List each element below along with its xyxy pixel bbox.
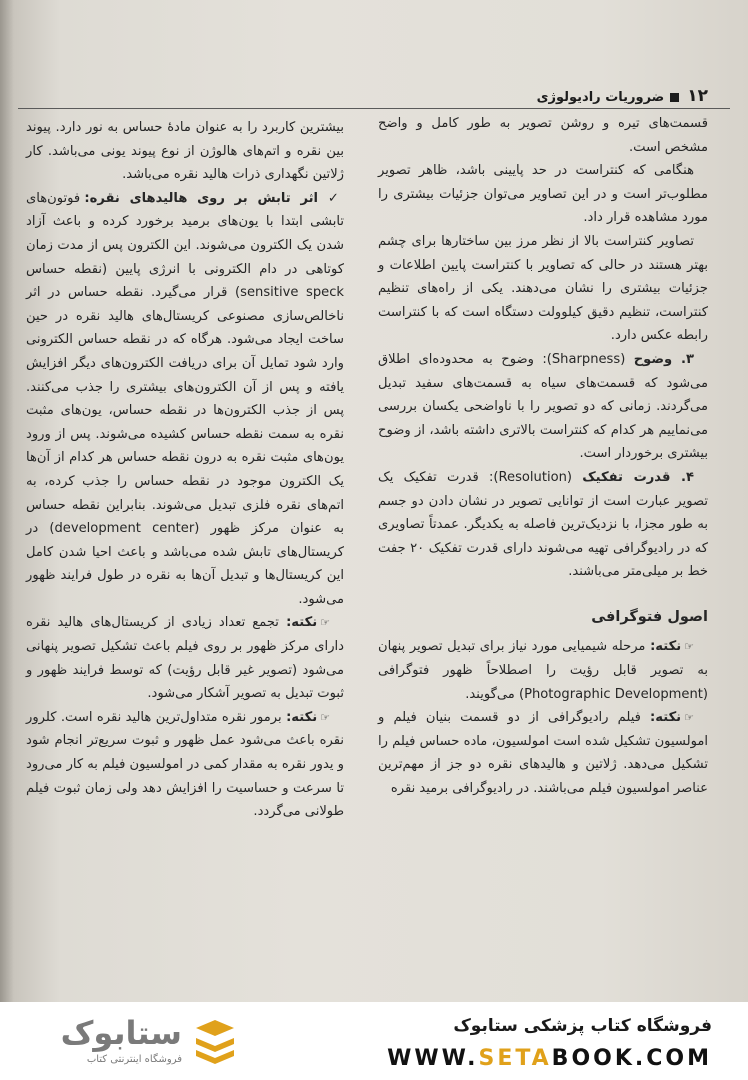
shop-url-link[interactable]	[387, 1046, 712, 1071]
chapter-title: ضروریات رادیولوژی	[536, 90, 665, 105]
left-column	[26, 116, 344, 824]
note	[26, 611, 344, 705]
book-stack-icon	[192, 1018, 238, 1066]
term: (Sharpness)	[546, 351, 626, 367]
subsection-label: ✓ اثر تابش بر روی هالیدهای نقره:	[84, 190, 344, 206]
page-header	[537, 86, 708, 106]
note-label: نکته:	[650, 639, 682, 655]
right-column	[378, 112, 708, 801]
note-text: برمور نقره متداول‌ترین هالید نقره است. کلرور نقره باعث می‌شود عمل ظهور و ثبوت سریع‌تر انجام شود و یدور نقره به مقدار کمی در امولسیون فیلم به کار می‌رود تا سرعت و حساسیت را افزایش دهد ولی زمان ثبوت فیلم طولانی می‌گردد.	[26, 709, 344, 820]
url-prefix: WWW.	[387, 1046, 479, 1071]
subsection-text: فوتون‌های تابشی ابتدا با یون‌های برمید برخورد کرده و باعث آزاد شدن یک الکترون می‌شوند. این الکترون پس از مدت زمان کوتاهی در دام الکترونی با انرژی پایین (نقطه حساس sensitive speck) قرار می‌گیرد. نقطه حساس در اثر ناخالص‌سازی مصنوعی کریستال‌های هالید نقره در حین ساخت ایجاد می‌شود. هرگاه که در نقطه حساس الکترونی وارد شود تمایل آن برای دریافت الکترون‌های دیگر افزایش یافته و پس از آن الکترون‌های بیشتری را جذب می‌کنند. پس از جذب الکترون‌ها در نقطه حساس، یون‌های مثبت نقره به سمت نقطه حساس کشیده می‌شوند. پس از ورود یون‌های مثبت نقره به درون نقطه حساس هر کدام از آن‌ها یک الکترون موجود در نقطه حساس را جذب کرده، به اتم‌های نقره فلزی تبدیل می‌شوند. بنابراین نقطه حساس به عنوان مرکز ظهور (development center) در کریستال‌های تابش شده می‌باشد و باعث احیا شدن کامل این کریستال‌ها و تبدیل آن‌ها به نقره در طول فرایند ظهور می‌شود.	[26, 190, 344, 607]
note-label: نکته:	[286, 709, 318, 725]
term: (Resolution)	[493, 469, 573, 485]
note-icon: ☞	[684, 640, 694, 654]
item-label: ۳. وضوح	[633, 351, 694, 367]
paragraph: هنگامی که کنتراست در حد پایینی باشد، ظاهر تصویر مطلوب‌تر است و در این تصاویر می‌توان جزئیات بیشتری را مورد مشاهده قرار داد.	[378, 163, 708, 226]
paragraph	[26, 187, 344, 612]
note-text: مرحله شیمیایی مورد نیاز برای تبدیل تصویر پنهان به تصویر قابل رؤیت را اصطلاحاً ظهور فتوگرافی (Photographic Development) می‌گویند.	[378, 639, 708, 702]
paragraph	[378, 348, 708, 466]
shop-title: فروشگاه کتاب پزشکی ستابوک	[453, 1016, 712, 1036]
note-text: فیلم رادیوگرافی از دو قسمت بنیان فیلم و امولسیون تشکیل شده است امولسیون، ماده حساس فیلم را تشکیل می‌دهد. ژلاتین و هالیدهای نقره دو جز از مهم‌ترین عناصر امولسیون فیلم می‌باشند. در رادیوگرافی برمید نقره	[378, 710, 708, 797]
note	[378, 635, 708, 706]
item-text: : وضوح به محدوده‌ای اطلاق می‌شود که قسمت‌های سیاه به قسمت‌های سفید تبدیل می‌گردند. زمانی که دو تصویر را با ناواضحی یکسان بررسی می‌نماییم هر کدام که کنتراست بالاتری داشته باشد، از وضوح بیشتری برخوردار است.	[378, 351, 708, 462]
note-label: نکته:	[650, 710, 682, 726]
logo-name: ستابوک	[60, 1014, 182, 1052]
footer-banner	[0, 1002, 748, 1080]
url-suffix: BOOK.COM	[551, 1046, 712, 1071]
url-accent: SETA	[478, 1046, 552, 1071]
note	[378, 706, 708, 800]
page-number: ۱۲	[687, 86, 708, 106]
item-label: ۴. قدرت تفکیک	[582, 469, 694, 485]
setabook-logo[interactable]	[28, 1014, 238, 1072]
paragraph	[378, 466, 708, 584]
note-text: تجمع تعداد زیادی از کریستال‌های هالید نقره دارای مرکز ظهور بر روی فیلم باعث تشکیل تصویر پنهانی می‌شود (تصویر غیر قابل رؤیت) که توسط فرایند ظهور و ثبوت تبدیل به تصویر آشکار می‌شود.	[26, 615, 344, 702]
note	[26, 706, 344, 824]
logo-tagline: فروشگاه اینترنتی کتاب	[86, 1054, 182, 1065]
paragraph: قسمت‌های تیره و روشن تصویر به طور کامل و واضح مشخص است.	[378, 116, 708, 155]
note-icon: ☞	[684, 711, 694, 725]
note-icon: ☞	[320, 710, 330, 724]
header-rule	[18, 108, 730, 109]
note-label: نکته:	[286, 615, 318, 631]
square-icon	[670, 93, 679, 102]
item-text: : قدرت تفکیک یک تصویر عبارت است از توانایی تصویر در نشان دادن دو جسم به طور مجزا، با نزدیک‌ترین فاصله به یکدیگر. عمدتاً تصاویری که در رادیوگرافی تهیه می‌شوند دارای قدرت تفکیک ۲۰ جفت خط بر میلی‌متر می‌باشند.	[378, 469, 708, 580]
section-title: اصول فتوگرافی	[591, 608, 708, 625]
paragraph: بیشترین کاربرد را به عنوان مادهٔ حساس به نور دارد. پیوند بین نقره و اتم‌های هالوژن از نوع پیوند یونی می‌باشد. کار ژلاتین نگهداری ذرات هالید نقره می‌باشد.	[26, 120, 344, 183]
note-icon: ☞	[320, 616, 330, 630]
paragraph: تصاویر کنتراست بالا از نظر مرز بین ساختارها برای چشم بهتر هستند در حالی که تصاویر با کنتراست پایین اطلاعات و جزئیات بیشتری را نشان می‌دهند. یکی از راه‌های تنظیم کنتراست، تنظیم دقیق کیلوولت دستگاه است که با کنتراست رابطه عکس دارد.	[378, 233, 708, 344]
